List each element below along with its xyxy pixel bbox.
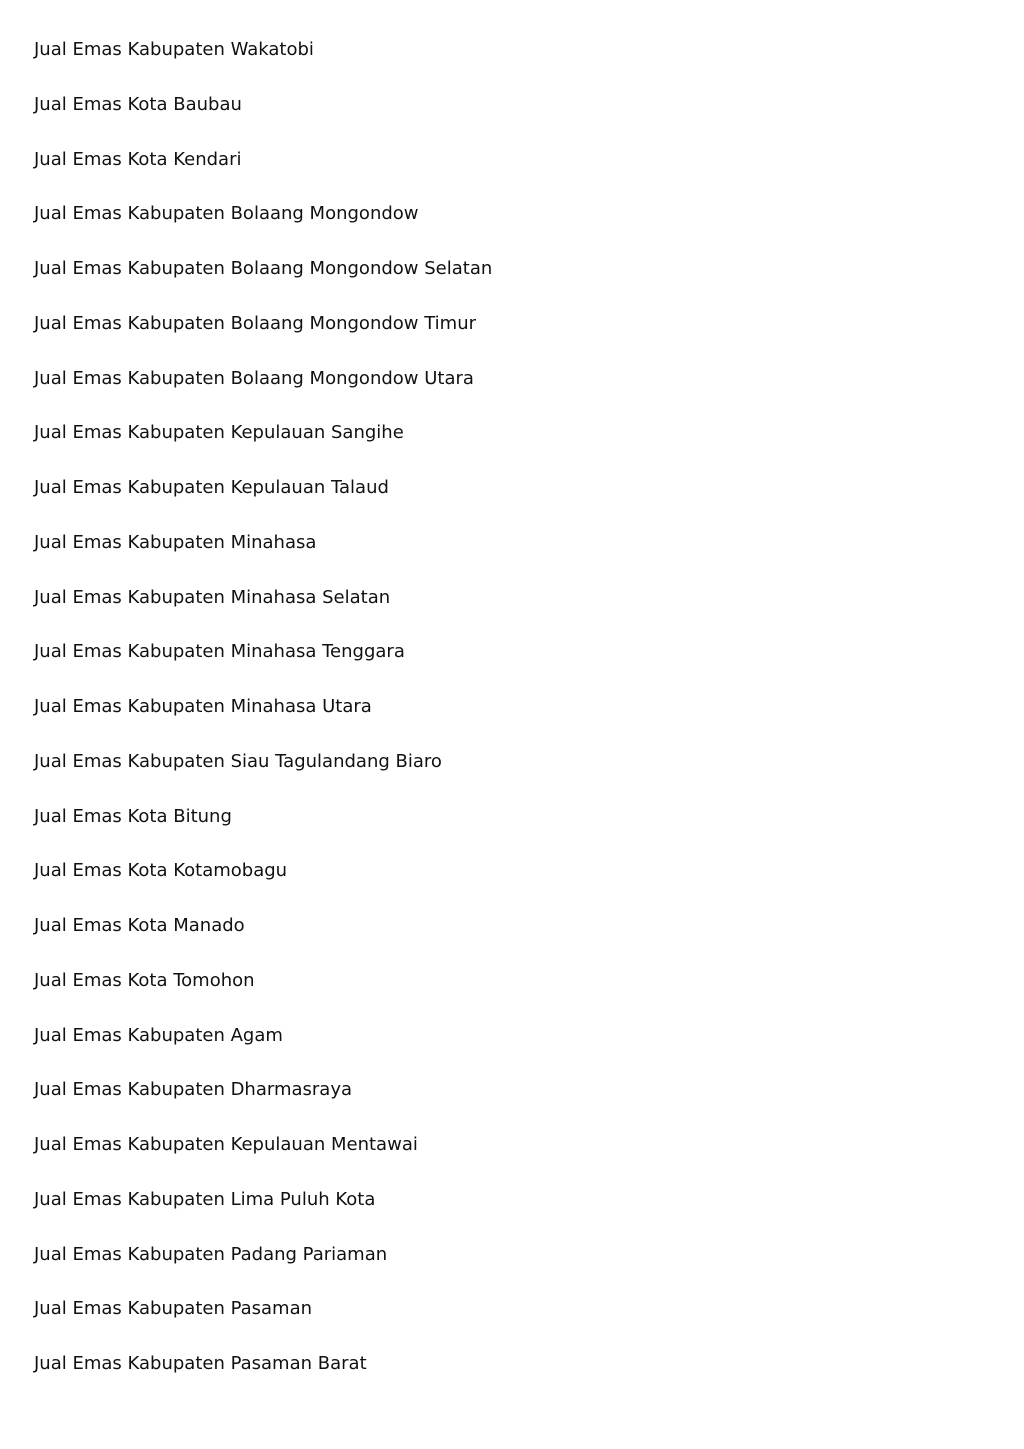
list-item	[34, 857, 492, 912]
list-item	[34, 200, 492, 255]
list-item	[34, 255, 492, 310]
list-item	[34, 1076, 492, 1131]
region-link-list	[34, 36, 492, 1405]
list-item	[34, 584, 492, 639]
list-item	[34, 474, 492, 529]
region-link[interactable]: Jual Emas Kabupaten Bolaang Mongondow Utara	[34, 367, 474, 389]
list-item	[34, 1186, 492, 1241]
region-link[interactable]: Jual Emas Kabupaten Kepulauan Mentawai	[34, 1134, 418, 1155]
list-item	[34, 1022, 492, 1077]
list-item	[34, 419, 492, 474]
region-link[interactable]: Jual Emas Kabupaten Agam	[34, 1024, 283, 1046]
region-link[interactable]: Jual Emas Kabupaten Minahasa Tenggara	[34, 641, 405, 663]
region-link[interactable]: Jual Emas Kabupaten Bolaang Mongondow Selatan	[34, 258, 493, 279]
region-link[interactable]: Jual Emas Kabupaten Minahasa Selatan	[34, 586, 391, 608]
region-link[interactable]: Jual Emas Kabupaten Padang Pariaman	[34, 1243, 388, 1265]
list-item	[34, 310, 492, 365]
region-link[interactable]: Jual Emas Kota Kendari	[34, 148, 242, 170]
list-item	[34, 1295, 492, 1350]
region-link[interactable]: Jual Emas Kota Tomohon	[34, 969, 255, 991]
region-link[interactable]: Jual Emas Kabupaten Bolaang Mongondow Timur	[34, 312, 477, 334]
region-link[interactable]: Jual Emas Kabupaten Wakatobi	[34, 39, 314, 60]
region-link[interactable]: Jual Emas Kabupaten Bolaang Mongondow	[34, 203, 419, 225]
list-item	[34, 912, 492, 967]
list-item	[34, 146, 492, 201]
list-item	[34, 803, 492, 858]
list-item	[34, 1131, 492, 1186]
region-link[interactable]: Jual Emas Kota Kotamobagu	[34, 860, 288, 882]
list-item	[34, 91, 492, 146]
list-item	[34, 365, 492, 420]
list-item	[34, 1241, 492, 1296]
region-link[interactable]: Jual Emas Kota Bitung	[34, 805, 232, 827]
list-item	[34, 1350, 492, 1405]
region-link[interactable]: Jual Emas Kabupaten Kepulauan Sangihe	[34, 422, 404, 444]
list-item	[34, 638, 492, 693]
list-item	[34, 36, 492, 91]
region-link[interactable]: Jual Emas Kota Baubau	[34, 93, 242, 115]
list-item	[34, 748, 492, 803]
region-link[interactable]: Jual Emas Kabupaten Pasaman Barat	[34, 1353, 367, 1374]
list-item	[34, 967, 492, 1022]
region-link[interactable]: Jual Emas Kabupaten Pasaman	[34, 1298, 313, 1320]
region-link[interactable]: Jual Emas Kabupaten Minahasa Utara	[34, 696, 372, 717]
region-link[interactable]: Jual Emas Kabupaten Lima Puluh Kota	[34, 1188, 376, 1210]
region-link[interactable]: Jual Emas Kabupaten Kepulauan Talaud	[34, 477, 389, 498]
list-item	[34, 529, 492, 584]
region-link[interactable]: Jual Emas Kabupaten Minahasa	[34, 531, 317, 553]
region-link[interactable]: Jual Emas Kabupaten Siau Tagulandang Biaro	[34, 750, 442, 772]
list-item	[34, 693, 492, 748]
region-link[interactable]: Jual Emas Kota Manado	[34, 915, 245, 936]
region-link[interactable]: Jual Emas Kabupaten Dharmasraya	[34, 1079, 353, 1101]
